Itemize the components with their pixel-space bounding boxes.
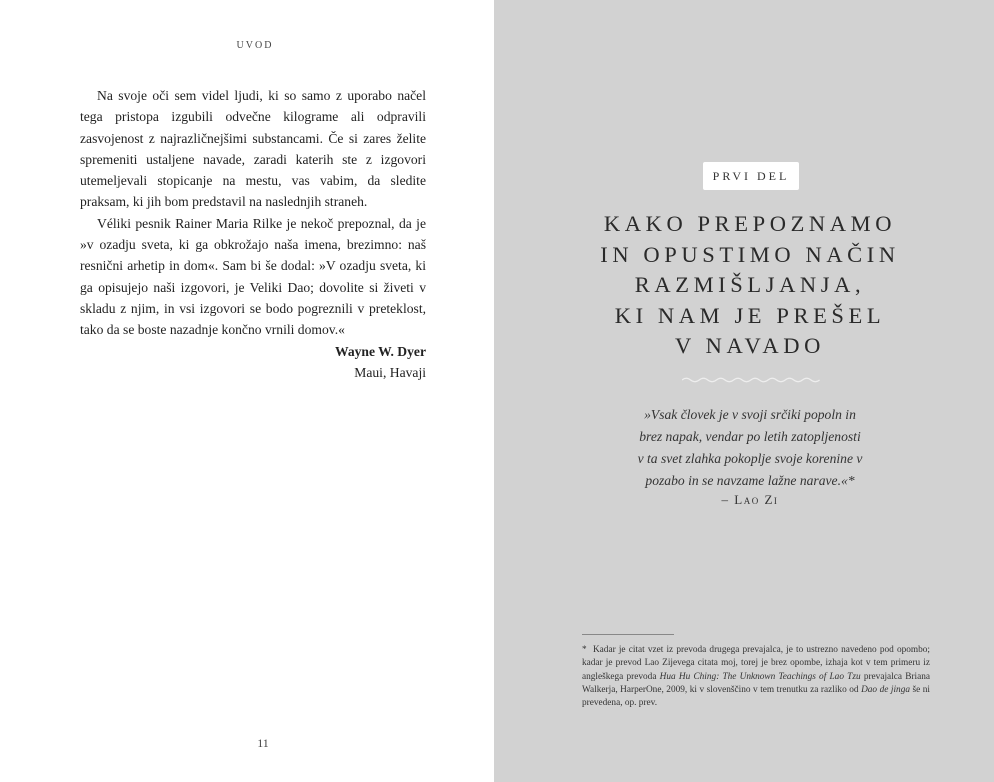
footnote-marker: *	[582, 645, 587, 655]
paragraph-2: Véliki pesnik Rainer Maria Rilke je nekoč prepoznal, da je »v ozadju sveta, ki ga obkrožajo naša imena, brezimno: naš resnični arhetip in dom«. Sam bi še dodal: »V ozadju sveta, ki ga opisujejo naši izgovori, je Veliki Dao; dovolite si živeti v skladu z njim, in vsi izgovori se bodo pogreznili v preteklost, tako da se boste nazadnje končno vrnili domov.«	[80, 215, 426, 338]
title-line-1: KAKO PREPOZNAMO	[603, 211, 897, 236]
paragraph-1: Na svoje oči sem videl ljudi, ki so samo z uporabo načel tega pristopa izgubili odvečne kilograme ali odpravili zasvojenost z najrazličnejšimi substancami. Če si zares želite spremeniti ustaljene navade, zaradi katerih ste z izgovori utemeljevali stopicanje na mestu, vas vabim, da sledite praksam, ki jih bom predstavil na naslednjih straneh.	[80, 88, 426, 210]
running-head: UVOD	[236, 40, 274, 51]
chapter-title	[494, 209, 994, 362]
epigraph	[494, 404, 994, 492]
footnote-text-b: prevajalca Briana Walkerja, HarperOne, 2009, ki v slovenščino v tem trenutku za razliko od	[582, 671, 930, 695]
footnote	[582, 644, 930, 710]
author-location: Maui, Havaji	[354, 364, 426, 380]
page-number: 11	[257, 736, 269, 750]
footnote-text-a: Kadar je citat vzet iz prevoda drugega prevajalca, je to ustrezno navedeno pod opombo; kadar je prevod Lao Zijevega citata moj, torej je brez opombe, izhaja kot v tem primeru iz angleškega prevoda	[582, 645, 930, 682]
footnote-text-c: še ni prevedena, op. prev.	[582, 684, 931, 709]
title-line-3: RAZMIŠLJANJA,	[634, 272, 866, 297]
epigraph-line-3: v ta svet zlahka pokoplje svoje korenine v	[637, 451, 863, 466]
title-line-2: IN OPUSTIMO NAČIN	[600, 241, 900, 267]
epigraph-line-4: pozabo in se navzame lažne narave.«*	[645, 473, 855, 488]
left-page	[0, 0, 494, 782]
right-page	[494, 0, 994, 782]
ornament-rule	[682, 376, 820, 384]
footnote-dao-title: Dao de jinga	[861, 684, 910, 695]
part-label: PRVI DEL	[703, 162, 799, 190]
body-text	[80, 85, 426, 383]
epigraph-line-2: brez napak, vendar po letih zatopljenosti	[639, 429, 861, 444]
footnote-rule	[582, 634, 674, 635]
footnote-book-title: Hua Hu Ching: The Unknown Teachings of Lao Tzu	[659, 671, 861, 682]
title-line-5: V NAVADO	[675, 333, 825, 358]
epigraph-line-1: »Vsak človek je v svoji srčiki popoln in	[644, 407, 856, 422]
title-line-4: KI NAM JE PREŠEL	[614, 302, 886, 328]
epigraph-author: – Lao Zi	[721, 492, 779, 507]
author-signature: Wayne W. Dyer	[334, 343, 426, 359]
